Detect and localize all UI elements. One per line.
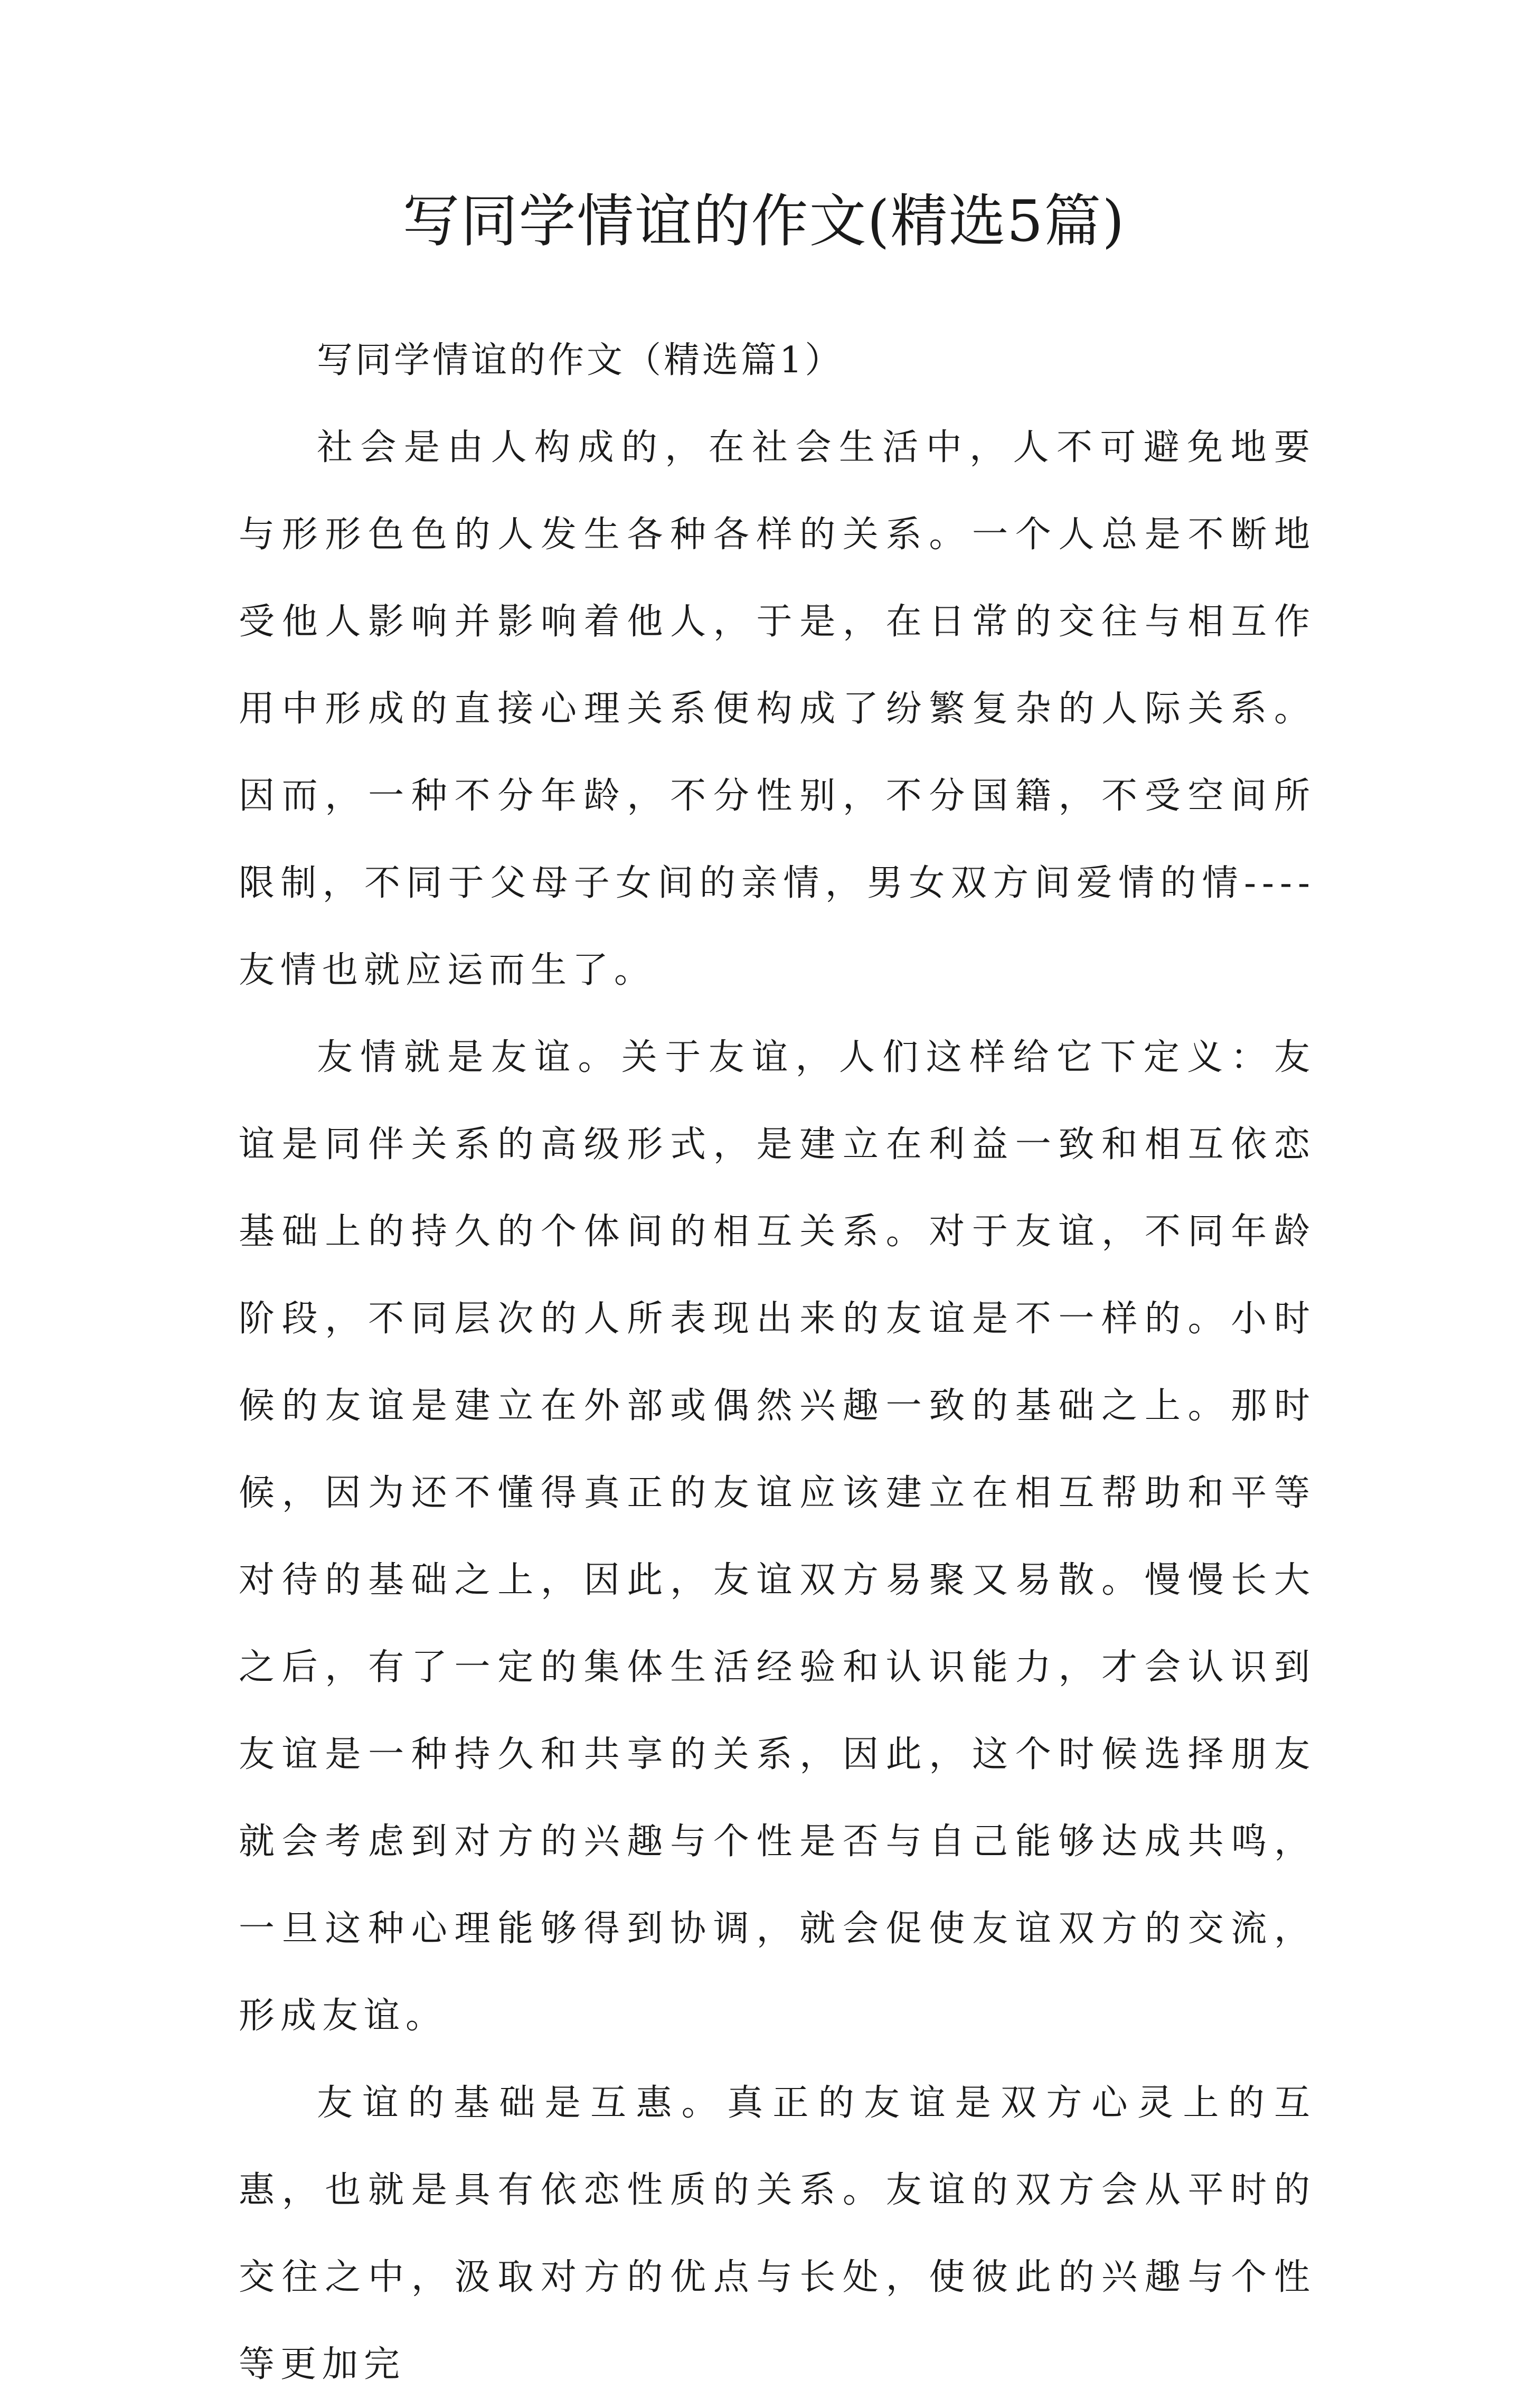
paragraph: 友谊的基础是互惠。真正的友谊是双方心灵上的互惠，也就是具有依恋性质的关系。友谊的双方会从平时的交往之中，汲取对方的优点与长处，使彼此的兴趣与个性等更加完 xyxy=(239,2082,1316,2385)
document-body xyxy=(239,317,1316,2408)
section-heading: 写同学情谊的作文（精选篇1） xyxy=(317,340,844,381)
paragraph: 友情就是友谊。关于友谊，人们这样给它下定义：友谊是同伴关系的高级形式，是建立在利益一致和相互依恋基础上的持久的个体间的相互关系。对于友谊，不同年龄阶段，不同层次的人所表现出来的友谊是不一样的。小时候的友谊是建立在外部或偶然兴趣一致的基础之上。那时候，因为还不懂得真正的友谊应该建立在相互帮助和平等对待的基础之上，因此，友谊双方易聚又易散。慢慢长大之后，有了一定的集体生活经验和认识能力，才会认识到友谊是一种持久和共享的关系，因此，这个时候选择朋友就会考虑到对方的兴趣与个性是否与自己能够达成共鸣，一旦这种心理能够得到协调，就会促使友谊双方的交流，形成友谊。 xyxy=(239,1037,1316,2037)
document-title: 写同学情谊的作文(精选5篇) xyxy=(402,189,1126,255)
paragraph: 社会是由人构成的，在社会生活中，人不可避免地要与形形色色的人发生各种各样的关系。一个人总是不断地受他人影响并影响着他人，于是，在日常的交往与相互作用中形成的直接心理关系便构成了纷繁复杂的人际关系。因而，一种不分年龄，不分性别，不分国籍，不受空间所限制，不同于父母子女间的亲情，男女双方间爱情的情----友情也就应运而生了。 xyxy=(239,427,1316,991)
